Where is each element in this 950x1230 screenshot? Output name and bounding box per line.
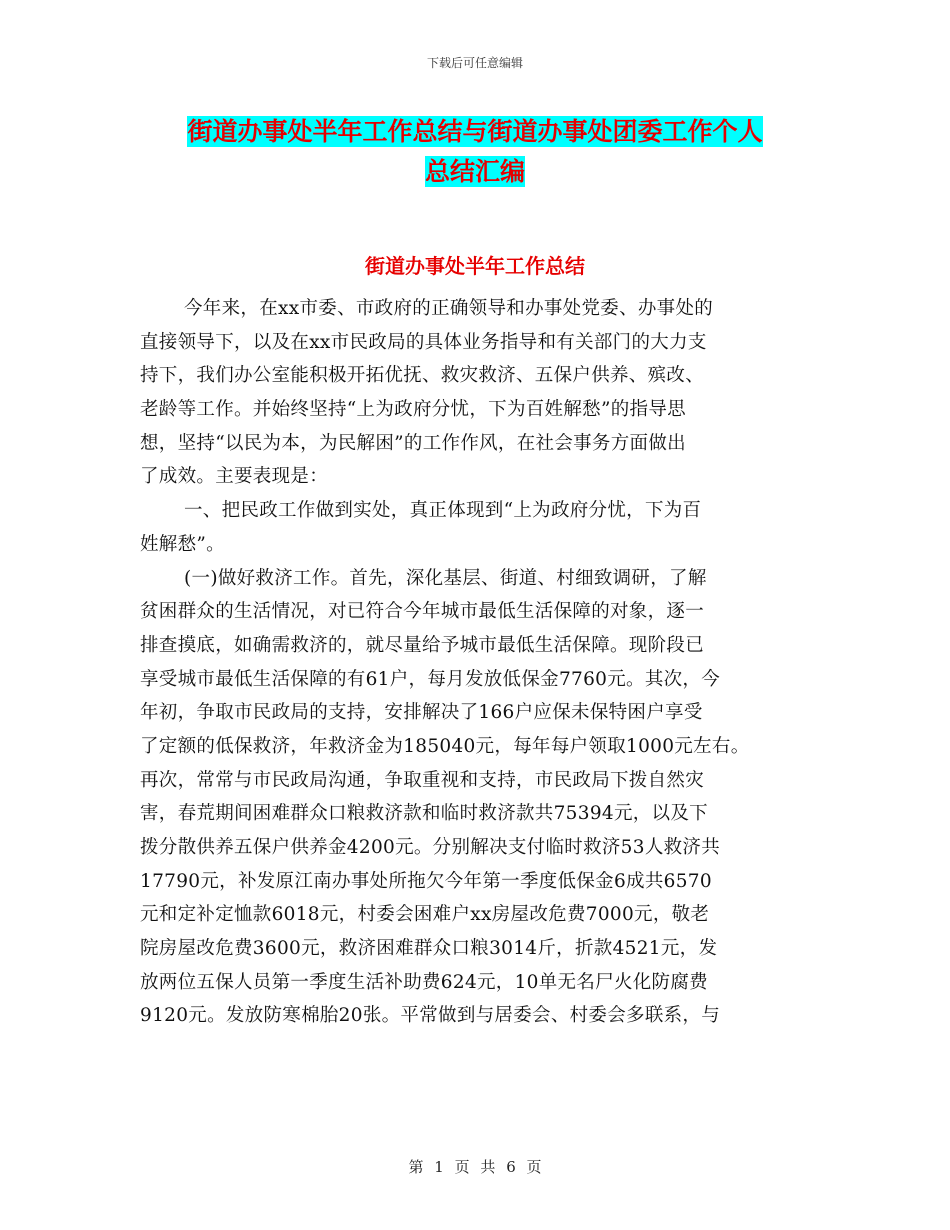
page-footer [0,1156,950,1177]
body-line: 了定额的低保救济，年救济金为185040元，每年每户领取1000元左右。 [140,735,750,757]
body-line: (一)做好救济工作。首先，深化基层、街道、村细致调研，了解 [184,567,707,589]
body-line: 9120元。发放防寒棉胎20张。平常做到与居委会、村委会多联系，与 [140,1005,721,1027]
main-title-line1: 街道办事处半年工作总结与街道办事处团委工作个人 [187,117,763,146]
body-line: 老龄等工作。并始终坚持“上为政府分忧，下为百姓解愁”的指导思 [140,399,686,421]
body-line: 17790元，补发原江南办事处所拖欠今年第一季度低保金6成共6570 [140,870,712,892]
main-title [140,112,810,192]
body-line: 享受城市最低生活保障的有61户，每月发放低保金7760元。其次，今 [140,668,721,690]
main-title-line2: 总结汇编 [424,157,525,186]
body-line: 了成效。主要表现是： [140,466,329,488]
footer-current-page: 1 [434,1158,444,1176]
footer-total-pages: 6 [506,1158,516,1176]
body-line: 今年来，在xx市委、市政府的正确领导和办事处党委、办事处的 [184,298,714,319]
body-line: 姓解愁”。 [140,533,225,555]
body-line: 拨分散供养五保户供养金4200元。分别解决支付临时救济53人救济共 [140,837,721,858]
body-line: 持下，我们办公室能积极开拓优抚、救灾救济、五保户供养、殡改、 [140,365,705,387]
body-line: 贫困群众的生活情况，对已符合今年城市最低生活保障的对象，逐一 [140,601,705,623]
body-line: 一、把民政工作做到实处，真正体现到“上为政府分忧，下为百 [184,500,702,522]
footer-mid2: 共 [480,1158,496,1176]
body-line: 年初，争取市民政局的支持，安排解决了166户应保未保特困户享受 [140,702,703,724]
section-title: 街道办事处半年工作总结 [365,254,585,278]
body-line: 元和定补定恤款6018元，村委会困难户xx房屋改危费7000元，敬老 [140,904,710,926]
footer-mid1: 页 [454,1158,470,1176]
footer-suffix: 页 [526,1158,542,1176]
body-line: 再次，常常与市民政局沟通，争取重视和支持，市民政局下拨自然灾 [140,769,705,791]
body-line: 害，春荒期间困难群众口粮救济款和临时救济款共75394元，以及下 [140,803,708,825]
body-line: 直接领导下，以及在xx市民政局的具体业务指导和有关部门的大力支 [140,331,707,353]
body-line: 院房屋改危费3600元，救济困难群众口粮3014斤，折款4521元，发 [140,938,718,960]
body-text [140,292,820,1033]
body-line: 排查摸底，如确需救济的，就尽量给予城市最低生活保障。现阶段已 [140,634,705,656]
footer-prefix: 第 [408,1158,424,1176]
body-line: 放两位五保人员第一季度生活补助费624元，10单无名尸火化防腐费 [140,971,708,993]
body-line: 想，坚持“以民为本，为民解困”的工作作风，在社会事务方面做出 [140,432,686,454]
header-note: 下载后可任意编辑 [426,56,523,70]
